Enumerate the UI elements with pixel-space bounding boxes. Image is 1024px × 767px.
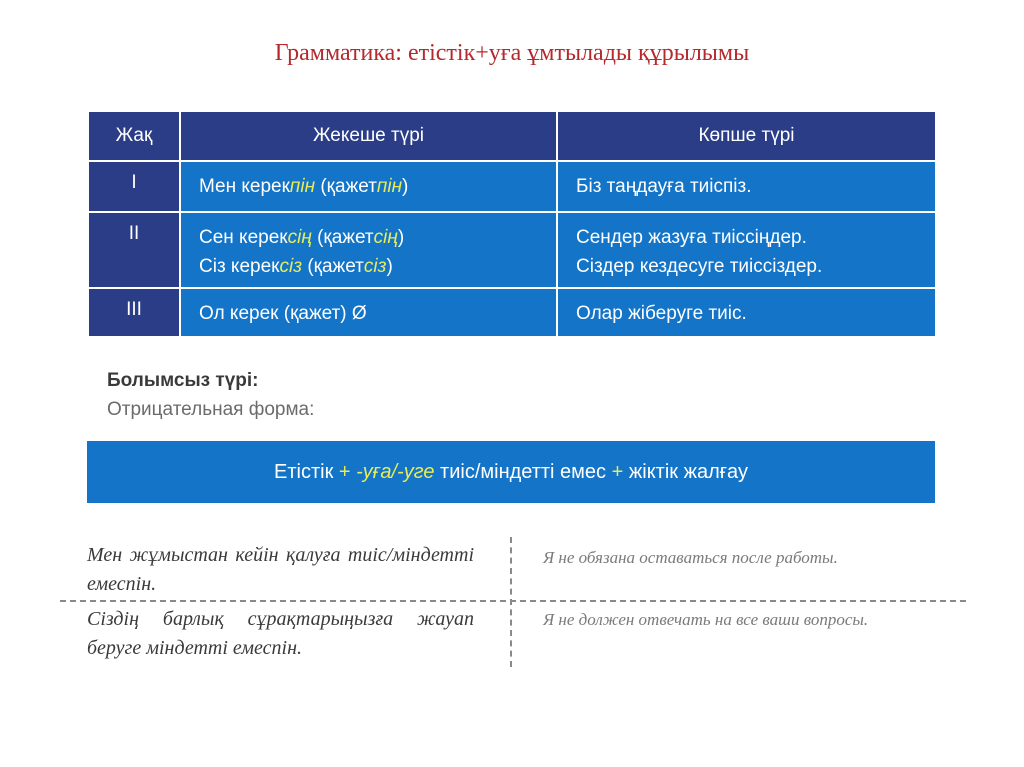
person-cell: I: [88, 161, 180, 212]
singular-cell: [180, 288, 557, 337]
plus-sign: +: [338, 460, 351, 483]
singular-line: Ол керек (қажет) Ø: [199, 303, 367, 324]
example-russian: Я не обязана оставаться после работы.: [543, 548, 838, 567]
formula-banner: [87, 441, 935, 503]
plural-cell: [557, 161, 936, 212]
plural-cell: [557, 212, 936, 288]
table-row: [88, 161, 936, 212]
singular-cell: [180, 161, 557, 212]
singular-line: Сен керексің (қажетсің): [199, 227, 405, 248]
table-header-row: [88, 111, 936, 161]
table-row: [88, 288, 936, 337]
vertical-divider: [510, 537, 512, 667]
example-kazakh: Мен жұмыстан кейін қалуға тиіс/міндетті емеспін.: [87, 544, 474, 595]
formula-ending: жіктік жалғау: [623, 460, 748, 483]
plus-sign: +: [611, 460, 624, 483]
example-kazakh: Сіздің барлық сұрақтарыңызға жауап беруге міндетті емеспін.: [87, 608, 474, 659]
negative-heading: Болымсыз түрі:: [107, 370, 259, 391]
singular-line: Мен керекпін (қажетпін): [199, 176, 409, 197]
plural-cell: [557, 288, 936, 337]
formula-suffix: -уға/-уге: [350, 460, 435, 483]
header-person: Жақ: [88, 111, 180, 161]
formula-modal: тиіс/міндетті емес: [434, 460, 612, 483]
singular-line: Сіз керексіз (қажетсіз): [199, 256, 393, 277]
plural-line: Олар жіберуге тиіс.: [576, 303, 747, 324]
singular-cell: [180, 212, 557, 288]
formula-verb: Етістік: [274, 460, 339, 483]
negative-subheading: Отрицательная форма:: [107, 399, 315, 420]
plural-line: Біз таңдауға тиіспіз.: [576, 176, 752, 197]
horizontal-divider: [60, 600, 966, 602]
header-singular: Жекеше түрі: [180, 111, 557, 161]
page-title: Грамматика: етістік+уға ұмтылады құрылымы: [274, 40, 750, 66]
table-row: [88, 212, 936, 288]
person-cell: II: [88, 212, 180, 288]
plural-line: Сендер жазуға тиіссіңдер.: [576, 227, 807, 248]
person-cell: III: [88, 288, 180, 337]
header-plural: Көпше түрі: [557, 111, 936, 161]
plural-line: Сіздер кездесуге тиіссіздер.: [576, 256, 823, 277]
grammar-table: [87, 110, 937, 338]
example-russian: Я не должен отвечать на все ваши вопросы.: [543, 610, 869, 629]
